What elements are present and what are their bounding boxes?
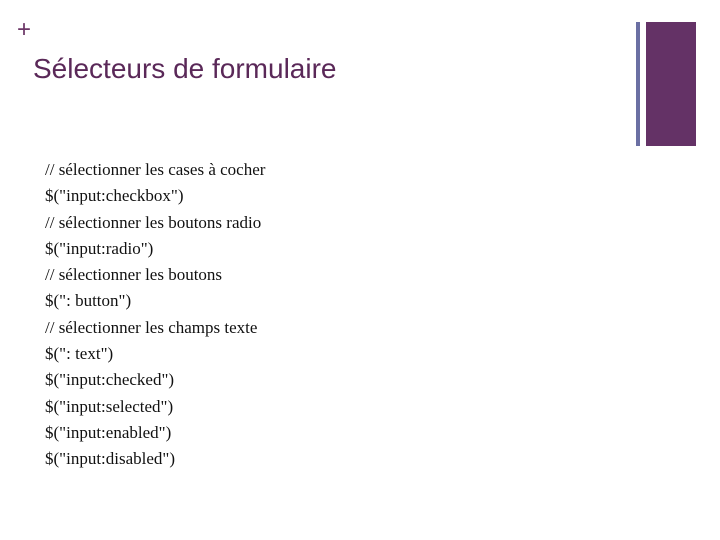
code-line: $("input:radio") xyxy=(45,238,154,258)
code-line: // sélectionner les boutons radio xyxy=(45,212,262,232)
plus-icon: + xyxy=(17,16,32,43)
code-line: // sélectionner les boutons xyxy=(45,265,223,285)
code-line: $("input:checkbox") xyxy=(45,186,184,206)
code-line: // sélectionner les cases à cocher xyxy=(45,160,266,179)
code-line: $("input:enabled") xyxy=(45,422,172,442)
code-line: $("input:disabled") xyxy=(45,449,176,469)
code-line: $(": text") xyxy=(45,344,114,364)
code-line: // sélectionner les champs texte xyxy=(45,317,258,337)
accent-bar-thin xyxy=(636,22,640,146)
slide-title: Sélecteurs de formulaire xyxy=(33,53,337,84)
accent-bar-thick xyxy=(646,22,696,146)
code-line: $("input:checked") xyxy=(45,370,175,390)
code-list xyxy=(45,157,265,473)
code-line: $("input:selected") xyxy=(45,396,174,416)
code-line: $(": button") xyxy=(45,291,132,311)
